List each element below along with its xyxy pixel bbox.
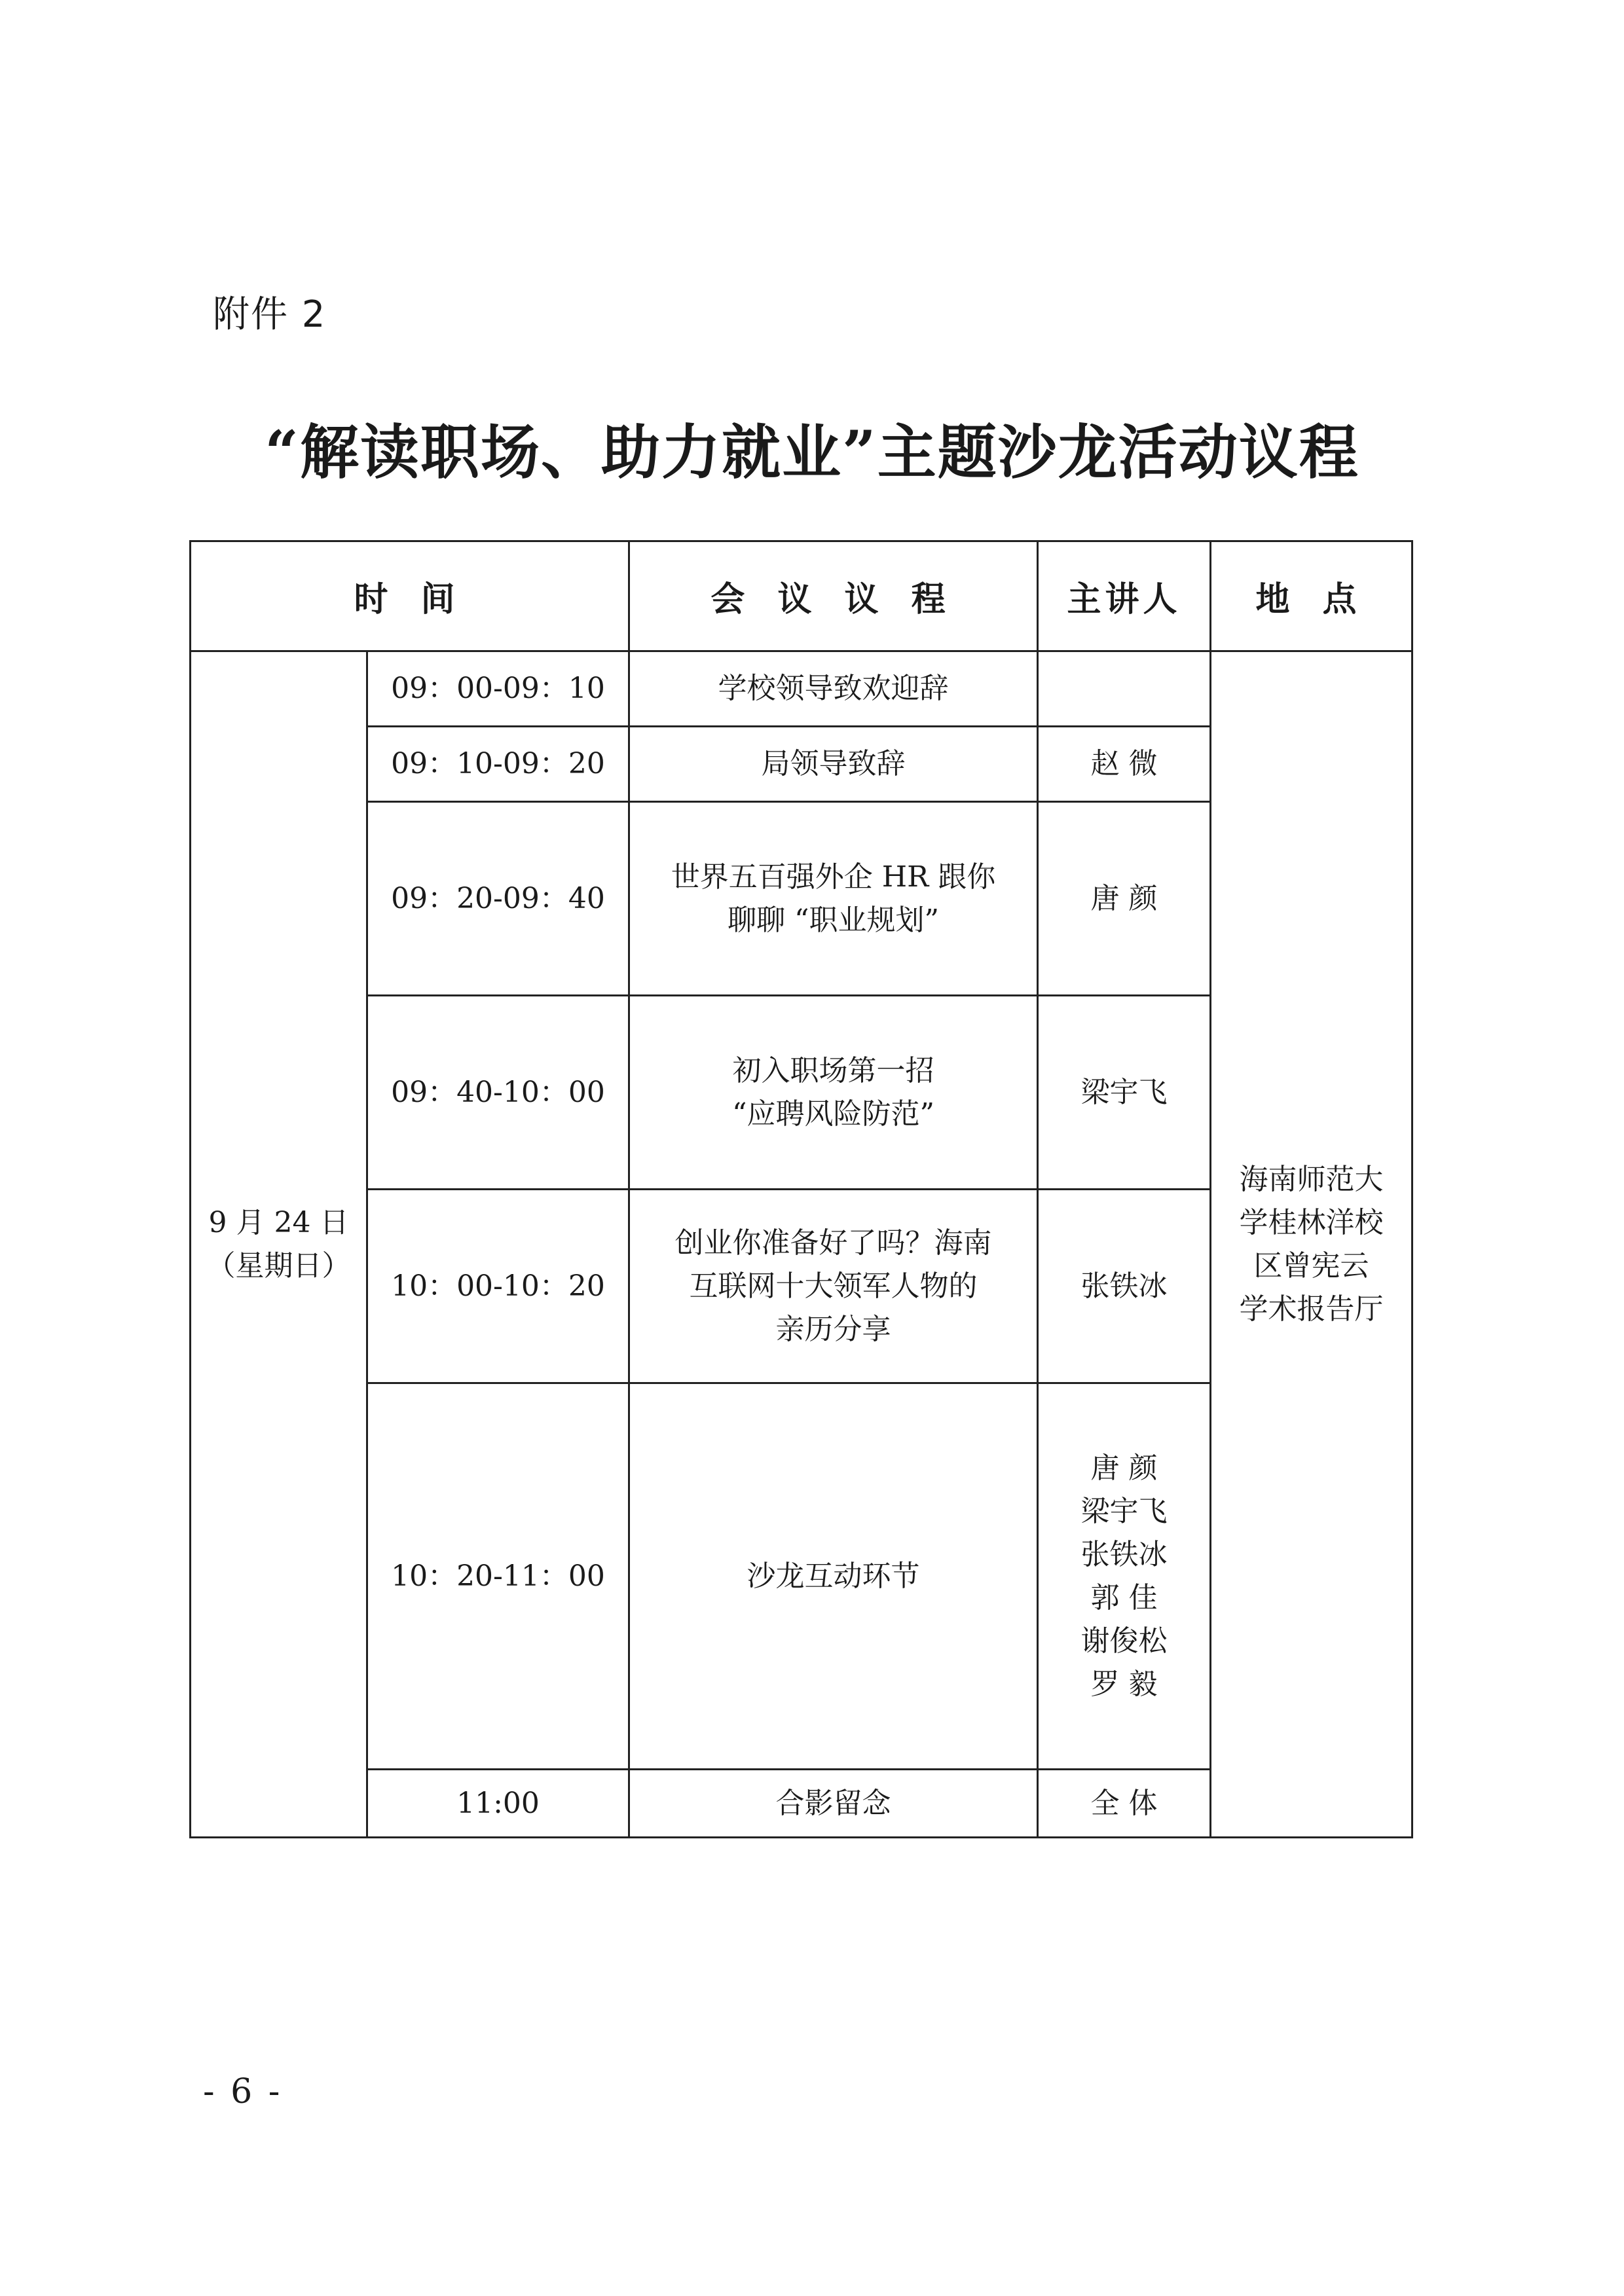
attachment-label: 附件 2 xyxy=(213,293,327,336)
column-header-time: 时 间 xyxy=(191,541,629,651)
agenda-cell xyxy=(629,1190,1038,1383)
venue-cell xyxy=(1211,651,1412,1838)
document-title: “解读职场、助力就业”主题沙龙活动议程 xyxy=(265,418,1359,487)
speaker-cell xyxy=(1038,802,1211,996)
agenda-line: 初入职场第一招 xyxy=(732,1053,934,1087)
weekday-text: （星期日） xyxy=(206,1248,351,1283)
agenda-line: 亲历分享 xyxy=(775,1312,891,1346)
agenda-table xyxy=(189,540,1413,1838)
agenda-cell xyxy=(629,996,1038,1190)
speaker-name: 梁宇飞 xyxy=(1080,1494,1168,1528)
column-header-venue: 地 点 xyxy=(1211,541,1412,651)
venue-line: 学术报告厅 xyxy=(1239,1292,1384,1326)
venue-line: 海南师范大 xyxy=(1239,1162,1384,1196)
venue-line: 区曾宪云 xyxy=(1253,1248,1369,1283)
speaker-cell xyxy=(1038,996,1211,1190)
date-text: 9 月 24 日 xyxy=(208,1205,349,1239)
time-cell: 09：10-09：20 xyxy=(367,727,629,802)
agenda-cell xyxy=(629,802,1038,996)
speaker-cell xyxy=(1038,1770,1211,1838)
venue-line: 学桂林洋校 xyxy=(1239,1205,1384,1239)
speaker-name: 罗 毅 xyxy=(1090,1667,1158,1701)
time-cell: 10：00-10：20 xyxy=(367,1190,629,1383)
time-cell: 11:00 xyxy=(367,1770,629,1838)
speaker-name: 唐 颜 xyxy=(1090,881,1158,915)
agenda-cell xyxy=(629,727,1038,802)
agenda-line: 世界五百强外企 HR 跟你 xyxy=(671,860,996,894)
table-header-row xyxy=(191,541,1412,651)
time-cell: 09：20-09：40 xyxy=(367,802,629,996)
table-row xyxy=(191,651,1412,727)
speaker-name: 梁宇飞 xyxy=(1080,1075,1168,1109)
speaker-name: 全 体 xyxy=(1090,1786,1158,1820)
agenda-line: 沙龙互动环节 xyxy=(747,1559,920,1593)
date-cell xyxy=(191,651,367,1838)
speaker-cell xyxy=(1038,1190,1211,1383)
agenda-cell xyxy=(629,651,1038,727)
page-number: - 6 - xyxy=(203,2072,283,2111)
agenda-line: 合影留念 xyxy=(775,1786,891,1820)
agenda-line: 互联网十大领军人物的 xyxy=(689,1269,978,1303)
column-header-speaker: 主讲人 xyxy=(1038,541,1211,651)
speaker-name: 张铁冰 xyxy=(1080,1537,1168,1571)
time-cell: 09：00-09：10 xyxy=(367,651,629,727)
speaker-name: 张铁冰 xyxy=(1080,1269,1168,1303)
column-header-agenda: 会 议 议 程 xyxy=(629,541,1038,651)
agenda-line: 学校领导致欢迎辞 xyxy=(718,672,949,705)
agenda-cell xyxy=(629,1383,1038,1770)
time-cell: 10：20-11：00 xyxy=(367,1383,629,1770)
agenda-line: 创业你准备好了吗？海南 xyxy=(674,1226,992,1260)
agenda-line: 局领导致辞 xyxy=(761,747,906,780)
speaker-name: 郭 佳 xyxy=(1090,1580,1158,1614)
speaker-cell xyxy=(1038,727,1211,802)
speaker-cell xyxy=(1038,651,1211,727)
time-cell: 09：40-10：00 xyxy=(367,996,629,1190)
agenda-cell xyxy=(629,1770,1038,1838)
speaker-name: 谢俊松 xyxy=(1080,1624,1168,1658)
agenda-line: 聊聊 “职业规划” xyxy=(728,903,939,937)
speaker-name: 赵 微 xyxy=(1090,747,1158,780)
agenda-line: “应聘风险防范” xyxy=(732,1097,934,1131)
speaker-name: 唐 颜 xyxy=(1090,1451,1158,1485)
speaker-cell xyxy=(1038,1383,1211,1770)
